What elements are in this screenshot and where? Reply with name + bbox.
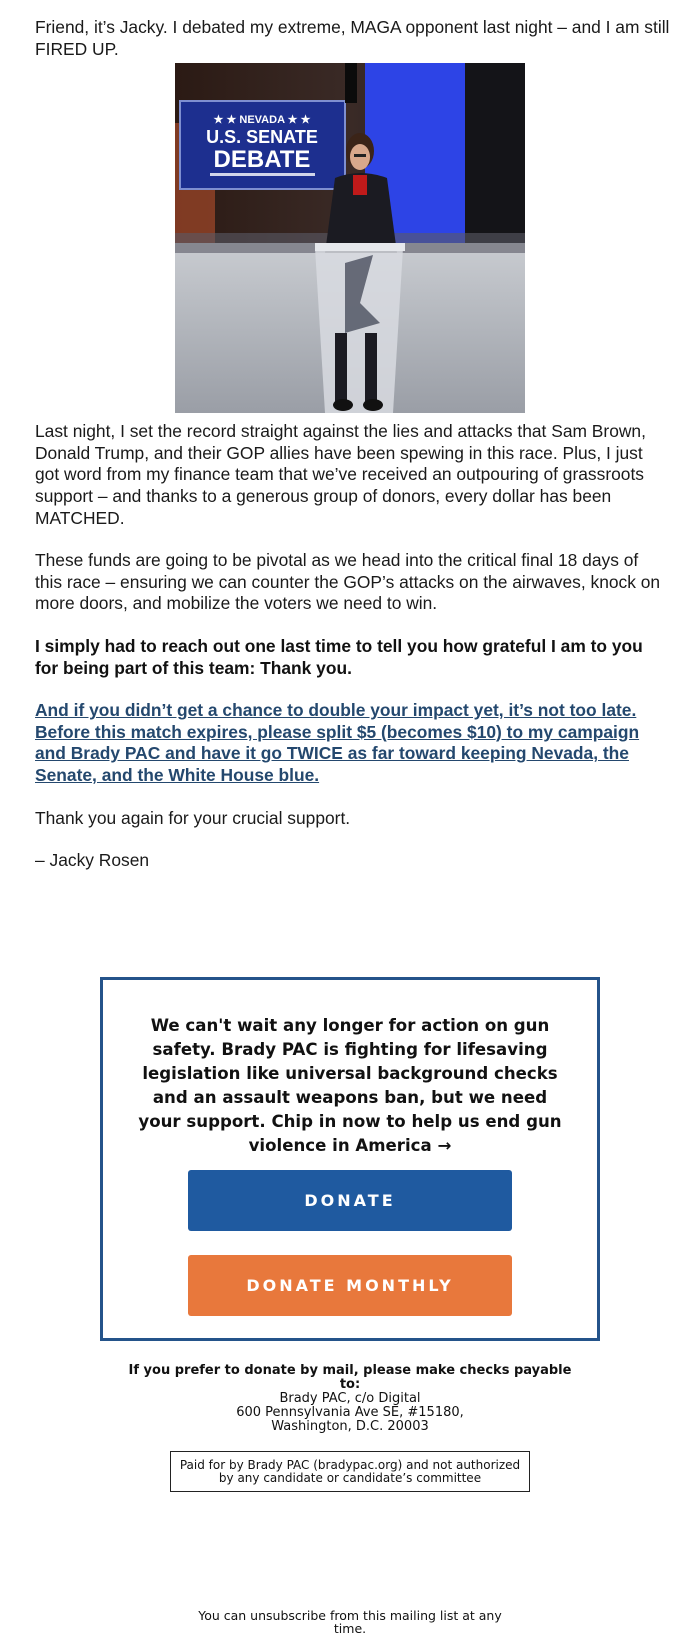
split-donation-link[interactable]: And if you didn’t get a chance to double your impact yet, it’s not too late. Before this match expires, please split $5 (becomes $10) to my campaign and Brady PAC and have it go TWICE as far toward keeping Nevada, the Senate, and the White House blue. [35, 700, 640, 785]
debate-photo [175, 63, 525, 413]
donate-monthly-button[interactable]: DONATE MONTHLY [188, 1255, 512, 1316]
intro-paragraph: Friend, it’s Jacky. I debated my extreme, MAGA opponent last night – and I am still FIRED UP. [35, 17, 670, 59]
paragraph-thank-you: I simply had to reach out one last time to tell you how grateful I am to you for being part of this team: Thank you. [35, 635, 643, 678]
screen-line3: DEBATE [213, 146, 311, 174]
email-body [35, 17, 670, 893]
paragraph-funds: These funds are going to be pivotal as we head into the critical final 18 days of this race – ensuring we can counter the GOP’s attacks on the airwaves, knock on more doors, and mobilize the voters we need to win. [35, 550, 661, 614]
paragraph-debate-recap: Last night, I set the record straight against the lies and attacks that Sam Brown, Donald Trump, and their GOP allies have been spewing in this race. Plus, I just got word from my finance team that we’ve received an outpouring of grassroots support – and thanks to a generous group of donors, every dollar has been MATCHED. [35, 421, 646, 528]
donate-button[interactable]: DONATE [188, 1170, 512, 1231]
mail-title: If you prefer to donate by mail, please make checks payable to: [128, 1363, 572, 1392]
donate-appeal-text: We can't wait any longer for action on gun safety. Brady PAC is fighting for lifesaving legislation like universal background checks and an assault weapons ban, but we need your support. Chip in now to help us end gun violence in America → [138, 1016, 562, 1155]
screen-line2: U.S. SENATE [206, 127, 318, 148]
unsubscribe-text: You can unsubscribe from this mailing list at any time. [198, 1608, 502, 1636]
paid-for-disclaimer: Paid for by Brady PAC (bradypac.org) and not authorized by any candidate or candidate’s committee [170, 1451, 530, 1492]
signoff: – Jacky Rosen [35, 850, 150, 871]
mail-line3: Washington, D.C. 20003 [271, 1419, 429, 1434]
mail-line2: 600 Pennsylvania Ave SE, #15180, [236, 1405, 464, 1420]
screen-line1: ★ ★ NEVADA ★ ★ [213, 114, 311, 127]
mail-donation-info [120, 1364, 580, 1434]
paragraph-thanks-again: Thank you again for your crucial support. [35, 807, 351, 828]
mail-line1: Brady PAC, c/o Digital [279, 1391, 421, 1406]
donate-box [100, 977, 600, 1341]
